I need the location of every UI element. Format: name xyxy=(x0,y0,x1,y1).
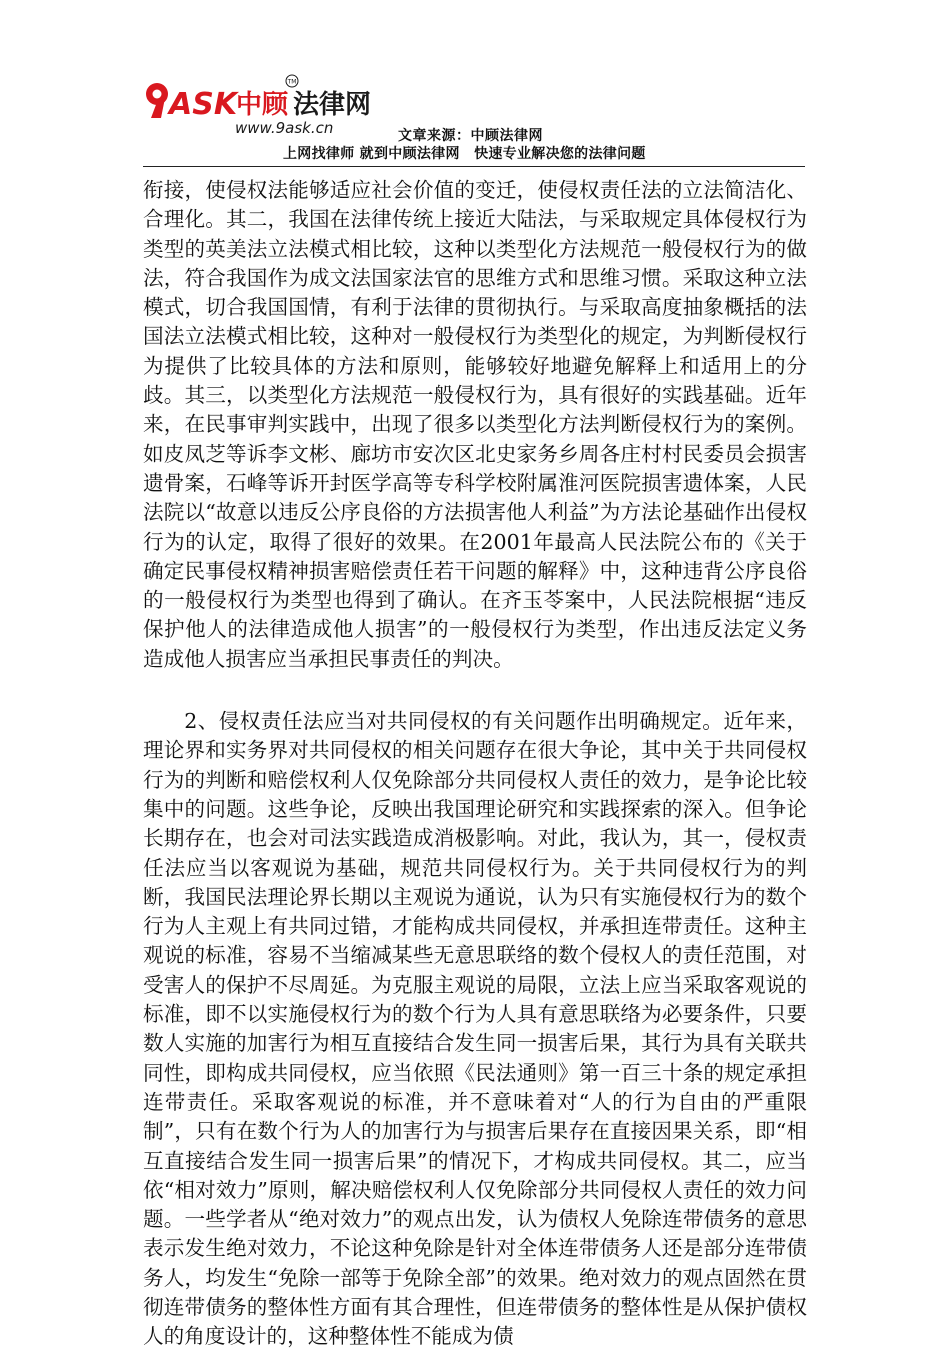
paragraph: 衔接，使侵权法能够适应社会价值的变迁，使侵权责任法的立法简洁化、合理化。其二，我国在法律传统上接近大陆法，与采取规定具体侵权行为类型的英美法立法模式相比较，这种以类型化方法规范一般侵权行为的做法，符合我国作为成文法国家法官的思维方式和思维习惯。采取这种立法模式，切合我国国情，有利于法律的贯彻执行。与采取高度抽象概括的法国法立法模式相比较，这种对一般侵权行为类型化的规定，为判断侵权行为提供了比较具体的方法和原则，能够较好地避免解释上和适用上的分歧。其三，以类型化方法规范一般侵权行为，具有很好的实践基础。近年来，在民事审判实践中，出现了很多以类型化方法判断侵权行为的案例。如皮凤芝等诉李文彬、廊坊市安次区北史家务乡周各庄村村民委员会损害遗骨案，石峰等诉开封医学高等专科学校附属淮河医院损害遗体案，人民法院以“故意以违反公序良俗的方法损害他人利益”为方法论基础作出侵权行为的认定，取得了很好的效果。在2001年最高人民法院公布的《关于确定民事侵权精神损害赔偿责任若干问题的解释》中，这种违背公序良俗的一般侵权行为类型也得到了确认。在齐玉苓案中，人民法院根据“违反保护他人的法律造成他人损害”的一般侵权行为类型，作出违反法定义务造成他人损害应当承担民事责任的判决。 xyxy=(143,178,807,671)
brand-mark-ask: ASK xyxy=(169,87,238,122)
paragraph: 2、侵权责任法应当对共同侵权的有关问题作出明确规定。近年来，理论界和实务界对共同侵权的相关问题存在很大争论，其中关于共同侵权行为的判断和赔偿权利人仅免除部分共同侵权人责任的效力，是争论比较集中的问题。这些争论，反映出我国理论研究和实践探索的深入。但争论长期存在，也会对司法实践造成消极影响。对此，我认为，其一，侵权责任法应当以客观说为基础，规范共同侵权行为。关于共同侵权行为的判断，我国民法理论界长期以主观说为通说，认为只有实施侵权行为的数个行为人主观上有共同过错，才能构成共同侵权，并承担连带责任。这种主观说的标准，容易不当缩减某些无意思联络的数个侵权人的责任范围，对受害人的保护不尽周延。为克服主观说的局限，立法上应当采取客观说的标准，即不以实施侵权行为的数个行为人具有意思联络为必要条件，只要数人实施的加害行为相互直接结合发生同一损害后果，其行为具有关联共同性，即构成共同侵权，应当依照《民法通则》第一百三十条的规定承担连带责任。采取客观说的标准，并不意味着对“人的行为自由的严重限制”，只有在数个行为人的加害行为与损害后果存在直接因果关系，即“相互直接结合发生同一损害后果”的情况下，才构成共同侵权。其二，应当依“相对效力”原则，解决赔偿权利人仅免除部分共同侵权人责任的效力问题。一些学者从“绝对效力”的观点出发，认为债权人免除连带债务的意思表示发生绝对效力，不论这种免除是针对全体连带债务人还是部分连带债务人，均发生“免除一部等于免除全部”的效果。绝对效力的观点固然在贯彻连带债务的整体性方面有其合理性，但连带债务的整体性是从保护债权人的角度设计的，这种整体性不能成为债 xyxy=(143,709,807,1349)
brand-name-part1: 中顾 xyxy=(236,90,289,120)
article-body xyxy=(143,176,807,1352)
article-source: 文章来源：中顾法律网 xyxy=(398,128,543,144)
header-divider xyxy=(143,166,805,167)
site-slogan: 上网找律师 就到中顾法律网 快速专业解决您的法律问题 xyxy=(283,146,646,162)
site-url[interactable]: www.9ask.cn xyxy=(235,119,334,136)
brand-name-part2: 法律网 xyxy=(293,90,372,120)
trademark-text: TM xyxy=(287,78,297,86)
site-logo[interactable] xyxy=(143,74,403,136)
brand-mark xyxy=(146,83,168,118)
